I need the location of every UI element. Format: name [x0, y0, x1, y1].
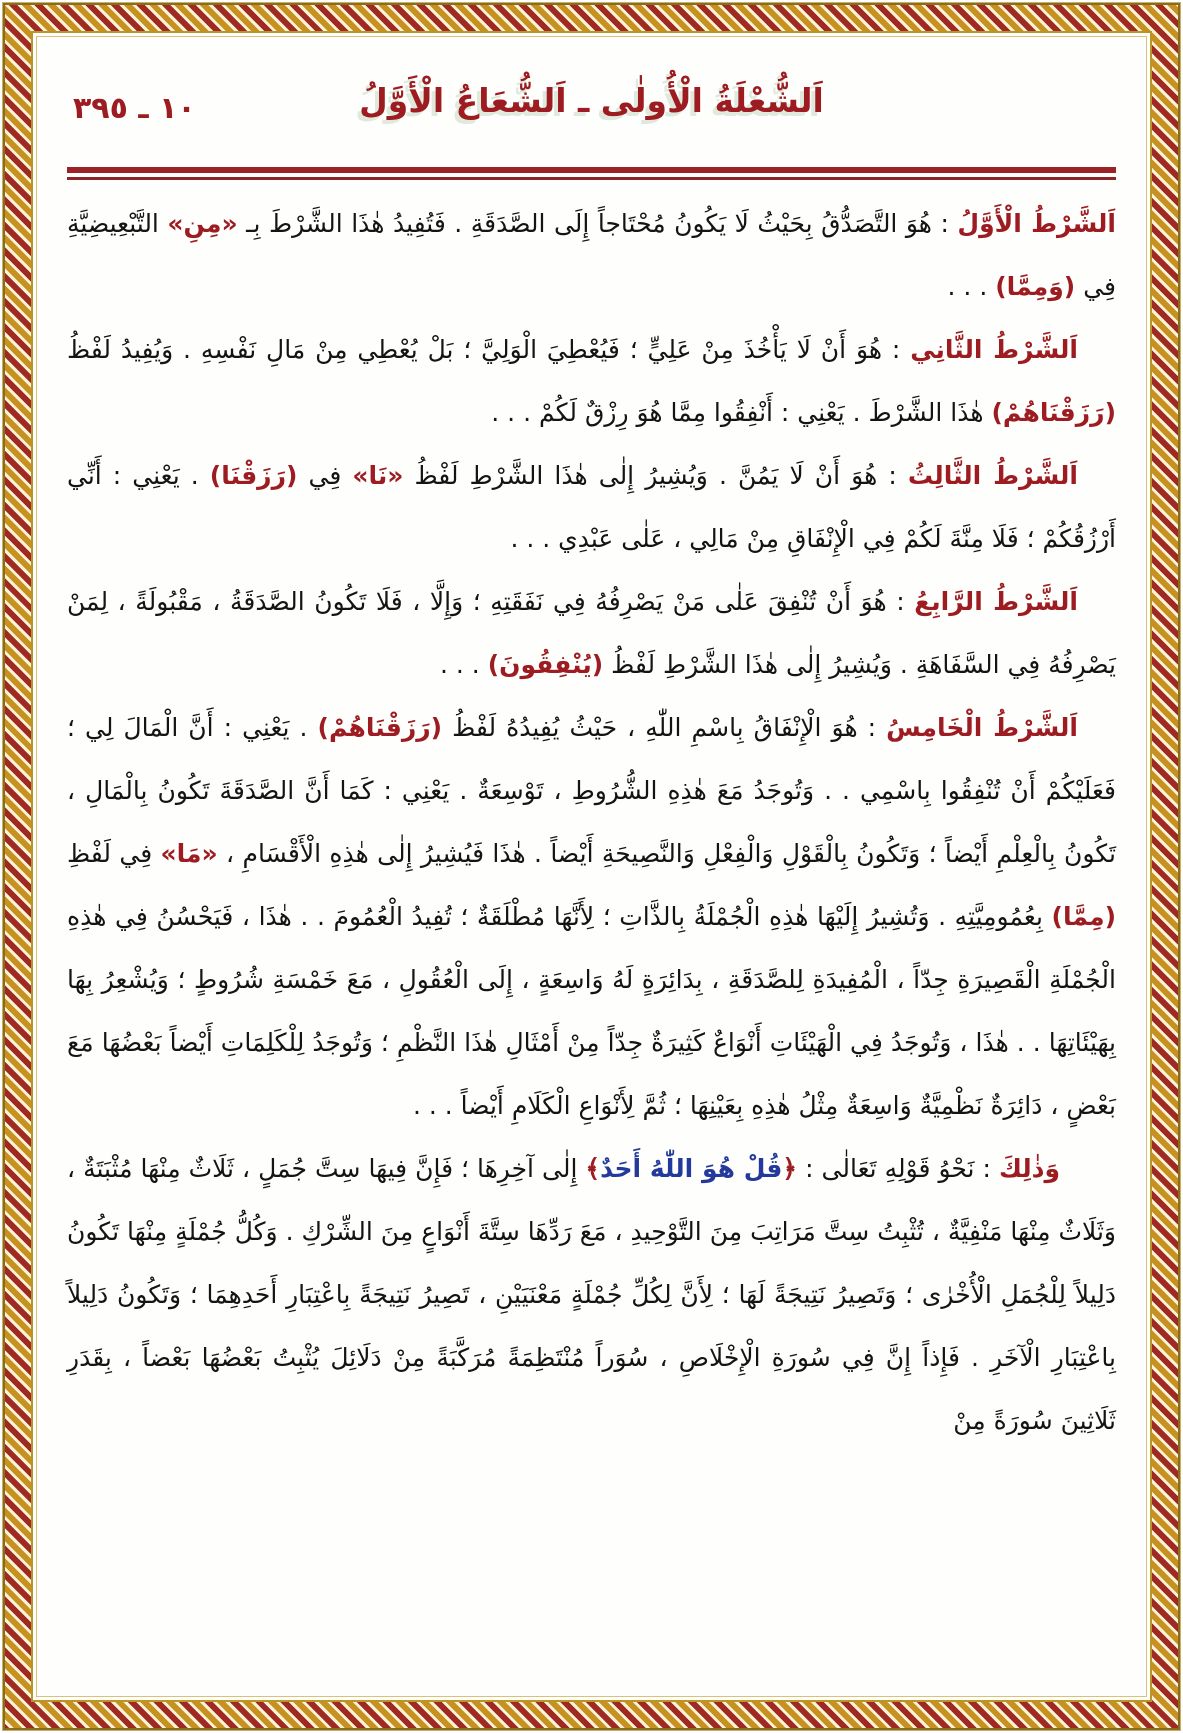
highlight-phrase: (رَزَقْنَا) — [209, 461, 298, 490]
text-run: : هُوَ أَنْ لَا يَأْخُذَ مِنْ عَلِيٍّ ؛ فَيُعْطِيَ الْوَلِيَّ ؛ بَلْ يُعْطِي مِنْ مَالِ نَفْسِهِ . وَيُفِيدُ لَفْظُ — [67, 335, 911, 364]
paragraph-shart-4 — [67, 570, 1116, 696]
text-run: فِي — [297, 461, 353, 490]
highlight-phrase: (يُنْفِقُونَ) — [487, 650, 604, 679]
highlight-phrase: «مِنِ» — [167, 209, 238, 238]
paragraph-shart-3 — [67, 444, 1116, 570]
text-run: : هُوَ أَنْ لَا يَمُنَّ . وَيُشِيرُ إِلٰى هٰذَا الشَّرْطِ لَفْظُ — [403, 461, 908, 490]
highlight-phrase: «نَا» — [352, 461, 404, 490]
text-run: : هُوَ التَّصَدُّقُ بِحَيْثُ لَا يَكُونُ مُحْتَاجاً إِلَى الصَّدَقَةِ . فَتُفِيدُ هٰذَا الشَّرْطَ بِـ — [237, 209, 958, 238]
highlight-phrase: (مِمَّا) — [1051, 902, 1116, 931]
highlight-phrase: اَلشَّرْطُ الثَّالِثُ — [907, 461, 1078, 490]
text-run: . يَعْنِي : أَنَّ الْمَالَ لِي ؛ فَعَلَيْكُمْ أَنْ تُنْفِقُوا بِاسْمِي . . وَتُوجَدُ مَعَ هٰذِهِ الشُّرُوطِ ، تَوْسِعَةٌ . يَعْنِي : كَمَا أَنَّ الصَّدَقَةَ تَكُونُ بِالْمَالِ ، تَكُونُ بِالْعِلْمِ أَيْضاً ؛ وَتَكُونُ بِالْقَوْلِ وَالْفِعْلِ وَالنَّصِيحَةِ أَيْضاً . هٰذَا فَيُشِيرُ إِلٰى هٰذِهِ الْأَقْسَامِ ، — [67, 713, 1116, 868]
paragraph-shart-2 — [67, 318, 1116, 444]
text-run: هٰذَا الشَّرْطَ . يَعْنِي : أَنْفِقُوا مِمَّا هُوَ رِزْقٌ لَكُمْ . . . — [491, 398, 992, 427]
highlight-phrase: «مَا» — [160, 839, 218, 868]
highlight-phrase: (رَزَقْنَاهُمْ) — [991, 398, 1116, 427]
text-run: بِعُمُومِيَّتِهِ . وَتُشِيرُ إِلَيْهَا هٰذِهِ الْجُمْلَةُ بِالذَّاتِ ؛ لِأَنَّهَا مُطْلَقَةٌ ؛ تُفِيدُ الْعُمُومَ . . هٰذَا ، فَيَحْسُنُ فِي هٰذِهِ الْجُمْلَةِ الْقَصِيرَةِ جِدّاً ، الْمُفِيدَةِ لِلصَّدَقَةِ ، بِدَائِرَةٍ لَهُ وَاسِعَةٍ ، إِلَى الْعُقُولِ ، مَعَ خَمْسَةِ شُرُوطٍ ؛ وَيُشْعِرُ بِهَا بِهَيْئَاتِهَا . . هٰذَا ، وَتُوجَدُ فِي الْهَيْئَاتِ أَنْوَاعٌ كَثِيرَةٌ جِدّاً مِنْ أَمْثَالِ هٰذَا النَّظْمِ ؛ وَتُوجَدُ لِلْكَلِمَاتِ أَيْضاً بَعْضُهَا مَعَ بَعْضٍ ، دَائِرَةٌ نَظْمِيَّةٌ وَاسِعَةٌ مِثْلُ هٰذِهِ بِعَيْنِهَا ؛ ثُمَّ لِأَنْوَاعِ الْكَلَامِ أَيْضاً . . . — [67, 902, 1116, 1120]
paragraph-shart-1 — [67, 192, 1116, 318]
highlight-phrase: وَذٰلِكَ — [998, 1154, 1060, 1183]
header-divider — [67, 167, 1116, 180]
highlight-phrase: (وَمِمَّا) — [995, 272, 1076, 301]
text-run: فِي لَفْظِ — [67, 839, 161, 868]
highlight-phrase: اَلشَّرْطُ الْأَوَّلُ — [957, 209, 1116, 238]
text-run: : هُوَ أَنْ تُنْفِقَ عَلٰى مَنْ يَصْرِفُهُ فِي نَفَقَتِهِ ؛ وَإِلَّا ، فَلَا تَكُونُ الصَّدَقَةُ ، مَقْبُولَةً ، لِمَنْ يَصْرِفُهُ فِي السَّفَاهَةِ . وَيُشِيرُ إِلٰى هٰذَا الشَّرْطِ لَفْظُ — [67, 587, 1116, 679]
page-header — [67, 73, 1116, 159]
quran-bracket-icon: ﴿ — [782, 1154, 798, 1183]
highlight-phrase: (رَزَقْنَاهُمْ) — [317, 713, 443, 742]
highlight-phrase: اَلشَّرْطُ الثَّانِي — [910, 335, 1078, 364]
text-run: . يَعْنِي : أَنِّي أَرْزُقُكُمْ ؛ فَلَا مِنَّةَ لَكُمْ فِي الْإِنْفَاقِ مِنْ مَالِي ، عَلٰى عَبْدِي . . . — [67, 461, 1116, 553]
book-page — [31, 31, 1152, 1702]
quran-bracket-icon: ﴾ — [585, 1154, 601, 1183]
text-run: : هُوَ الْإِنْفَاقُ بِاسْمِ اللّٰهِ ، حَيْثُ يُفِيدُهُ لَفْظُ — [442, 713, 887, 742]
chapter-title: اَلشُّعْلَةُ الْأُولٰى ـ اَلشُّعَاعُ الْأَوَّلُ — [359, 81, 824, 120]
text-run: إِلٰى آخِرِهَا ؛ فَإِنَّ فِيهَا سِتَّ جُمَلٍ ، ثَلَاثٌ مِنْهَا مُثْبَتَةٌ ، وَثَلَاثٌ مِنْهَا مَنْفِيَّةٌ ، تُثْبِتُ سِتَّ مَرَاتِبَ مِنَ التَّوْحِيدِ ، مَعَ رَدِّهَا سِتَّةَ أَنْوَاعٍ مِنَ الشِّرْكِ . وَكُلُّ جُمْلَةٍ مِنْهَا تَكُونُ دَلِيلاً لِلْجُمَلِ الْأُخْرٰى ؛ وَتَصِيرُ نَتِيجَةً لَهَا ؛ لِأَنَّ لِكُلِّ جُمْلَةٍ مَعْنَيَيْنِ ، تَصِيرُ نَتِيجَةً بِاعْتِبَارِ أَحَدِهِمَا ؛ وَتَكُونُ دَلِيلاً بِاعْتِبَارِ الْآخَرِ . فَإِذاً إِنَّ فِي سُورَةِ الْإِخْلَاصِ ، سُوَراً مُنْتَظِمَةً مُرَكَّبَةً مِنْ دَلَائِلَ يُثْبِتُ بَعْضُهَا بَعْضاً ، بِقَدَرِ ثَلَاثِينَ سُورَةً مِنْ — [67, 1154, 1116, 1435]
paragraph-wa-dhalika — [67, 1137, 1116, 1452]
text-run: التَّبْعِيضِيَّةِ فِي — [67, 209, 1116, 301]
text-run: : نَحْوُ قَوْلِهِ تَعَالٰى : — [797, 1154, 999, 1183]
quran-verse: قُلْ هُوَ اللّٰهُ أَحَدٌ — [600, 1154, 783, 1183]
page-body — [67, 186, 1116, 1452]
paragraph-shart-5 — [67, 696, 1116, 1137]
highlight-phrase: اَلشَّرْطُ الرَّابِعُ — [914, 587, 1078, 616]
text-run: . . . — [947, 272, 996, 301]
text-run: . . . — [440, 650, 488, 679]
highlight-phrase: اَلشَّرْطُ الْخَامِسُ — [886, 713, 1079, 742]
page-number-label: ١٠ ـ ٣٩٥ — [73, 91, 196, 126]
